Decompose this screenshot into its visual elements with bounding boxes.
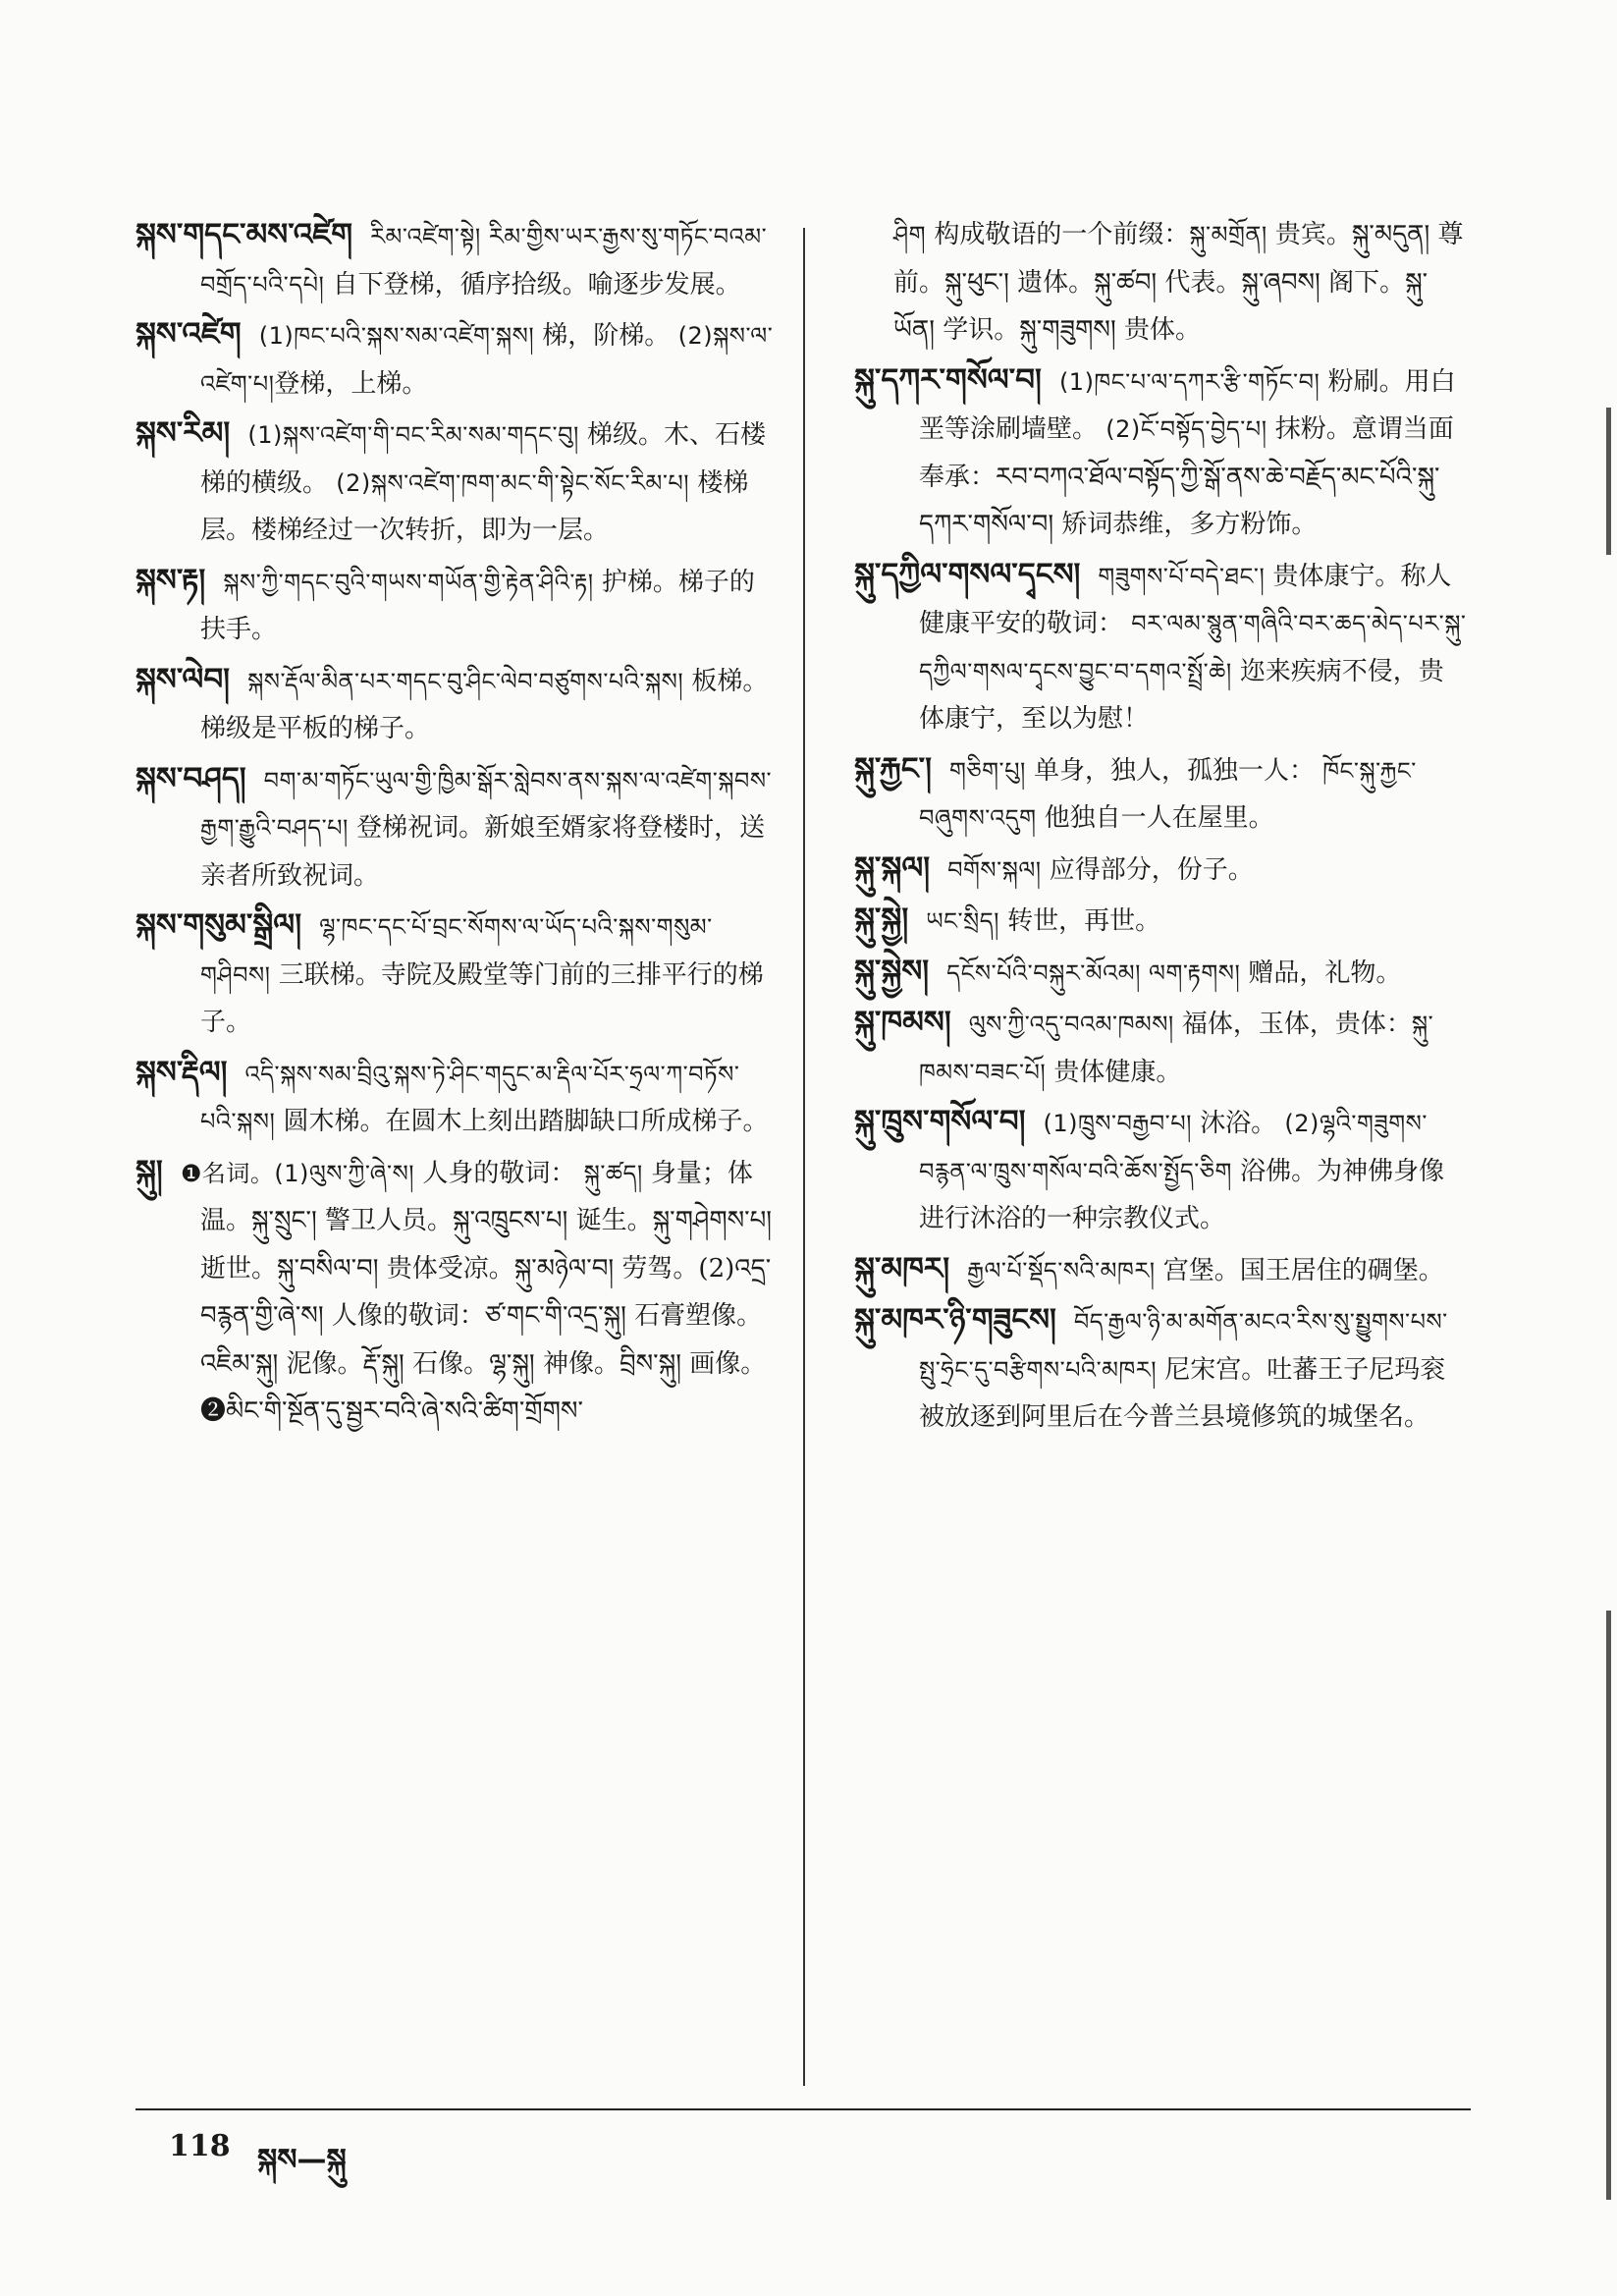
entry-continuation xyxy=(854,211,1468,355)
chinese-definition: 梯级。木、石楼梯的横级。 xyxy=(200,420,767,498)
chinese-definition: 贵宾。སྐུ་མདུན། 尊前。སྐུ་ཕུང་། 遗体。སྐུ་ཚབ། 代表。སྐུ་ཞབས། 阁下。སྐུ་ཡོན། 学识。སྐུ་གཟུགས། 贵体。 xyxy=(893,220,1464,345)
headword: སྐས་རིམ། xyxy=(135,415,231,451)
chinese-definition: 圆木梯。在圆木上刻出踏脚缺口所成梯子。 xyxy=(283,1107,769,1136)
entry xyxy=(854,745,1468,843)
entry xyxy=(135,310,774,408)
tibetan-definition: བགོས་སྐལ། xyxy=(947,855,1050,884)
tibetan-definition: རྒྱལ་པོ་སྡོད་སའི་མཁར། xyxy=(967,1256,1163,1285)
tibetan-definition: ཤིག xyxy=(893,221,927,248)
tibetan-definition: བོད་རྒྱལ་ཉི་མ་མགོན་མངའ་རིས་སུ་སྤྱུགས་པས་སྤུ་ཧྲེང་དུ་བརྩིགས་པའི་མཁར། xyxy=(919,1308,1448,1384)
chinese-definition: 三联梯。寺院及殿堂等门前的三排平行的梯子。 xyxy=(200,959,764,1037)
entry xyxy=(854,948,1468,998)
right-column xyxy=(854,211,1468,1444)
entry xyxy=(135,755,774,901)
chinese-definition: 单身，独人，孤独一人： xyxy=(1033,755,1315,786)
chinese-definition: 板梯。梯级是平板的梯子。 xyxy=(200,666,769,743)
chinese-definition: 转世，再世。 xyxy=(1007,906,1161,936)
tibetan-definition: ❶名词。(1)ལུས་ཀྱི་ཞེ་ས། xyxy=(180,1159,415,1187)
entry xyxy=(854,999,1468,1096)
tibetan-definition: གཟུགས་པོ་བདེ་ཐང་། xyxy=(1098,562,1273,590)
headword: སྐས་ལེབ། xyxy=(135,661,231,697)
chinese-definition: 浴佛。为神佛身像进行沐浴的一种宗教仪式。 xyxy=(919,1156,1445,1233)
tibetan-definition: (2)སྐས་ལ་འཛེག་པ། xyxy=(200,322,774,398)
headword: སྐས་རྡིལ། xyxy=(135,1054,228,1090)
guide-words: སྐས—སྐུ xyxy=(257,2143,347,2177)
tibetan-definition: (1)སྐས་འཛེག་གི་བང་རིམ་སམ་གདང་བུ། xyxy=(247,421,579,449)
tibetan-definition: སྐས་ཀྱི་གདང་བུའི་གཡས་གཡོན་གྱི་རྟེན་ཤིའི་རྟ། xyxy=(223,568,594,596)
entry xyxy=(854,356,1468,549)
chinese-definition: 抹粉。意谓当面奉承：རབ་བཀའ་ཐོལ་བསྟོད་ཀྱི་སྒོ་ནས་ཆེ་བརྗོད་མང་པོའི་སྐུ་དཀར་གསོལ་བ། 矫词恭维，多方粉饰。 xyxy=(919,414,1454,539)
headword: སྐུ་དཀྱིལ་གསལ་དྭངས། xyxy=(854,556,1081,592)
tibetan-definition: ཁོང་སྐུ་རྐྱང་བཞུགས་འདུག xyxy=(919,756,1417,832)
tibetan-definition: བག་མ་གཏོང་ཡུལ་གྱི་ཁྱིམ་སྒོར་སླེབས་ནས་སྐས་ལ་འཛེག་སྐབས་རྒྱག་རྒྱུའི་བཤད་པ། xyxy=(200,766,773,842)
chinese-definition: 构成敬语的一个前缀： xyxy=(934,220,1190,249)
chinese-definition: 身量；体温。སྐུ་སྲུང་། 警卫人员。སྐུ་འཁྲུངས་པ། 诞生。སྐུ་གཤེགས་པ། 逝世。སྐུ་བསིལ་བ། 贵体受凉。སྐུ་མཉེལ་བ། 劳驾。(2)འདྲ་བརྙན་གྱི་ཞེ་ས། 人像的敬词：ཙ་གང་གི་འདྲ་སྐུ། 石膏塑像。འཇིམ་སྐུ། 泥像。རྡོ་སྐུ། 石像。ལྷ་སྐུ། 神像。བྲིས་སྐུ། 画像。❷མིང་གི་སྔོན་དུ་སྦྱར་བའི་ཞེ་སའི་ཚིག་གྲོགས་ xyxy=(200,1158,773,1426)
tibetan-definition: གཅིག་པུ། xyxy=(949,756,1034,785)
footer-rule xyxy=(135,2108,1471,2110)
chinese-definition: 尼宋宫。吐蕃王子尼玛衮被放逐到阿里后在今普兰县境修筑的城堡名。 xyxy=(919,1354,1446,1432)
tibetan-definition: བར་ལམ་སྙུན་གཞིའི་བར་ཆད་མེད་པར་སྐུ་དཀྱིལ་གསལ་དྭངས་བྱུང་བ་དགའ་སྤྲོ་ཆེ། xyxy=(919,610,1467,685)
headword: སྐས་གདང་མས་འཛེག xyxy=(135,217,353,252)
headword: སྐུ་ཁམས། xyxy=(854,1005,951,1040)
chinese-definition: 粉刷。用白垩等涂刷墙壁。 xyxy=(919,366,1456,444)
headword: སྐུ་སྐྱེས། xyxy=(854,953,930,989)
tibetan-definition: (2)ལྷའི་གཟུགས་བརྙན་ལ་ཁྲུས་གསོལ་བའི་ཆོས་སྤྱོད་ཅིག xyxy=(919,1110,1428,1185)
headword: སྐུ་མཁར། xyxy=(854,1250,950,1286)
tibetan-definition: སྐུ་ཁམས་བཟང་པོ། xyxy=(919,1011,1434,1086)
chinese-definition: 宫堡。国王居住的碉堡。 xyxy=(1162,1255,1444,1285)
edge-mark xyxy=(1606,1611,1611,2200)
chinese-definition: 赠品，礼物。 xyxy=(1248,957,1402,988)
headword: སྐས་བཤད། xyxy=(135,760,246,796)
chinese-definition: 沐浴。 xyxy=(1200,1109,1277,1138)
chinese-definition: 人身的敬词： xyxy=(422,1158,576,1188)
chinese-definition: 他独自一人在屋里。 xyxy=(1044,803,1274,833)
headword: སྐུ། xyxy=(135,1153,163,1189)
entry xyxy=(135,1049,774,1146)
chinese-definition: 应得部分，份子。 xyxy=(1049,854,1254,885)
tibetan-definition: འདི་སྐས་སམ་བྲིའུ་སྐས་ཏེ་ཤིང་གདུང་མ་རྡིལ་པོར་ཧྲལ་ཀ་བཏོས་པའི་སྐས། xyxy=(200,1060,740,1135)
headword: སྐུ་ཁྲུས་གསོལ་བ། xyxy=(854,1104,1026,1139)
headword: སྐུ་མཁར་ཉི་གཟུངས། xyxy=(854,1302,1056,1338)
tibetan-definition: སྐས་རྡོལ་མིན་པར་གདང་བུ་ཤིང་ལེབ་བཙུགས་པའི་སྐས། xyxy=(247,667,684,695)
entry xyxy=(135,656,774,753)
entry xyxy=(854,1245,1468,1295)
chinese-definition: 梯，阶梯。 xyxy=(542,321,671,351)
entry xyxy=(854,1098,1468,1243)
tibetan-definition: (1)ཁང་པ་ལ་དཀར་རྩི་གཏོང་བ། xyxy=(1058,367,1321,396)
chinese-definition: 护梯。梯子的扶手。 xyxy=(200,567,755,644)
tibetan-definition: དངོས་པོའི་བསྐུར་མོའམ། ལག་རྟགས། xyxy=(946,958,1249,987)
tibetan-definition: (1)ཁང་པའི་སྐས་སམ་འཛེག་སྐས། xyxy=(258,322,543,350)
tibetan-definition: སྐུ་མགྲོན། xyxy=(1189,221,1275,248)
headword: སྐུ་དཀར་གསོལ་བ། xyxy=(854,361,1042,398)
chinese-definition: 贵体健康。 xyxy=(1053,1057,1182,1087)
entry xyxy=(135,902,774,1047)
tibetan-definition: ཡང་སྲིད། xyxy=(926,907,1008,935)
chinese-definition: 自下登梯，循序拾级。喻逐步发展。 xyxy=(332,269,741,300)
page-number: 118 xyxy=(169,2129,231,2163)
headword: སྐས་རྟ། xyxy=(135,562,206,598)
chinese-definition: 登梯，上梯。 xyxy=(274,368,428,399)
headword: སྐུ་སྐྱེ། xyxy=(854,902,909,937)
entry xyxy=(854,845,1468,895)
edge-mark xyxy=(1606,408,1611,555)
entry xyxy=(854,1296,1468,1442)
column-divider xyxy=(803,228,805,2086)
headword: སྐས་འཛེག xyxy=(135,316,242,352)
entry xyxy=(135,410,774,555)
headword: སྐུ་སྐལ། xyxy=(854,849,931,886)
chinese-definition: 楼梯层。楼梯经过一次转折，即为一层。 xyxy=(200,467,749,545)
entry xyxy=(135,557,774,654)
headword: སྐུ་རྐྱང་། xyxy=(854,750,932,787)
tibetan-definition: སྐུ་ཚད། xyxy=(583,1159,651,1187)
left-column xyxy=(135,211,774,1438)
chinese-definition: 登梯祝词。新娘至婿家将登楼时，送亲者所致祝词。 xyxy=(200,813,766,891)
entry xyxy=(135,1148,774,1436)
tibetan-definition: (2)ངོ་བསྟོད་བྱེད་པ། xyxy=(1105,415,1267,443)
tibetan-definition: ལྷ་ཁང་དང་པོ་བྲང་སོགས་ལ་ཡོད་པའི་སྐས་གསུམ་གཤིབས། xyxy=(200,913,713,989)
entry xyxy=(135,211,774,308)
entry xyxy=(854,896,1468,946)
headword: སྐས་གསུམ་སྒྲིལ། xyxy=(135,907,302,943)
tibetan-definition: རིམ་འཛེག་སྟེ། རིམ་གྱིས་ཡར་རྒྱས་སུ་གཏོང་བའམ་བགྲོད་པའི་དཔེ། xyxy=(200,223,768,299)
chinese-definition: 贵体康宁。称人健康平安的敬词： xyxy=(919,561,1452,638)
tibetan-definition: ལུས་ཀྱི་འདུ་བའམ་ཁམས། xyxy=(968,1011,1182,1038)
tibetan-definition: (1)ཁྲུས་བརྒྱབ་པ། xyxy=(1043,1110,1201,1137)
tibetan-definition: (2)སྐས་འཛེག་ཁག་མང་གི་སྟེང་སོང་རིམ་པ། xyxy=(336,468,690,497)
chinese-definition: 福体，玉体，贵体： xyxy=(1181,1010,1412,1039)
entry xyxy=(854,551,1468,743)
chinese-definition: 迩来疾病不侵，贵体康宁，至以为慰！ xyxy=(919,656,1444,734)
